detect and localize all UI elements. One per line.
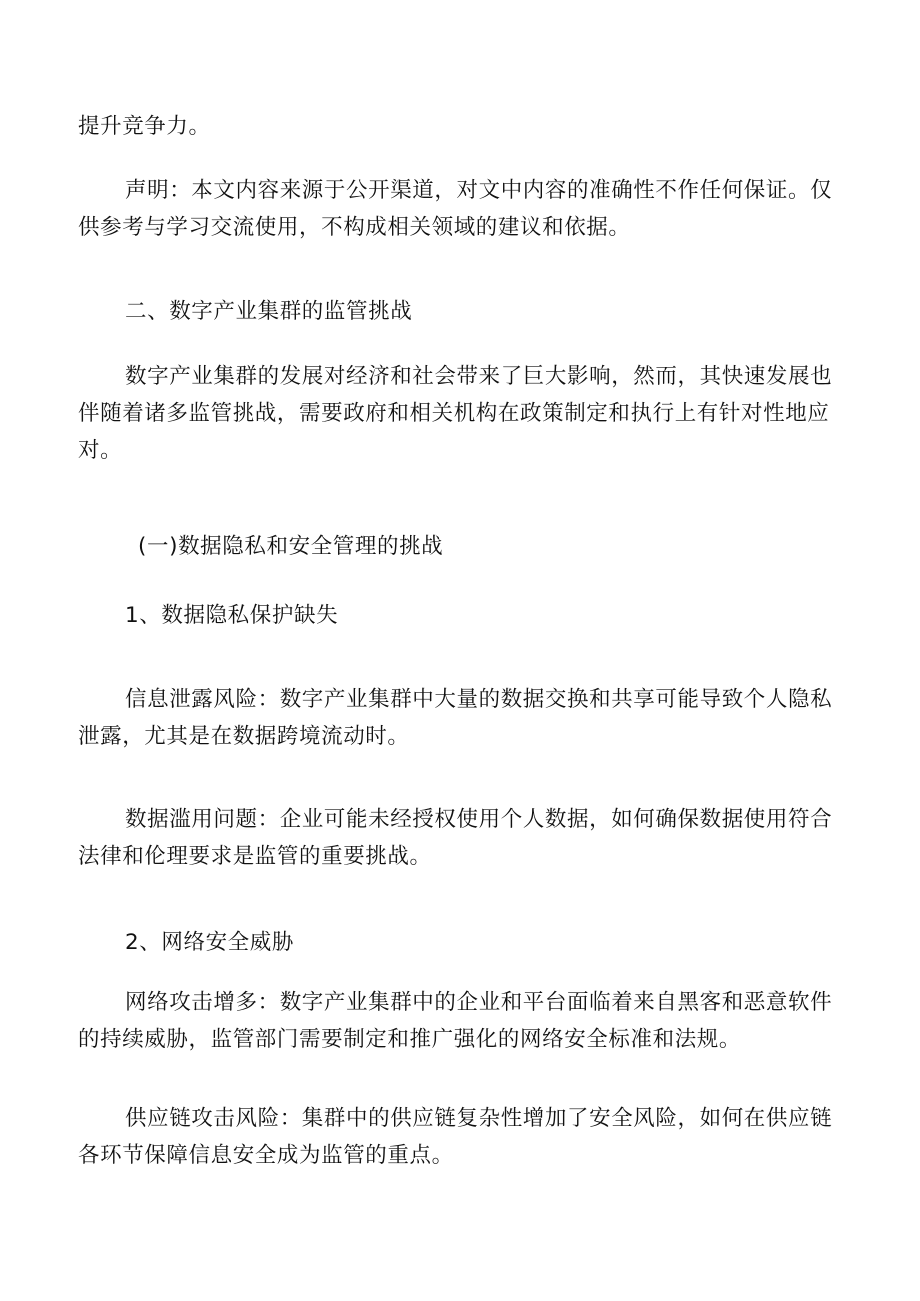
paragraph-continuation: 提升竞争力。 (78, 114, 211, 139)
item-heading-2: 2、网络安全威胁 (125, 930, 294, 955)
paragraph-cyber-attack: 网络攻击增多：数字产业集群中的企业和平台面临着来自黑客和恶意软件的持续威胁，监管部门需要制定和推广强化的网络安全标准和法规。 (78, 990, 833, 1052)
subsection-heading: (一)数据隐私和安全管理的挑战 (138, 534, 444, 559)
paragraph-supply-chain: 供应链攻击风险：集群中的供应链复杂性增加了安全风险，如何在供应链各环节保障信息安全成为监管的重点。 (78, 1106, 833, 1168)
paragraph-data-abuse: 数据滥用问题：企业可能未经授权使用个人数据，如何确保数据使用符合法律和伦理要求是监管的重要挑战。 (78, 807, 833, 869)
paragraph-info-leak: 信息泄露风险：数字产业集群中大量的数据交换和共享可能导致个人隐私泄露，尤其是在数据跨境流动时。 (78, 687, 833, 749)
item-heading-1: 1、数据隐私保护缺失 (125, 603, 339, 628)
paragraph-disclaimer: 声明：本文内容来源于公开渠道，对文中内容的准确性不作任何保证。仅供参考与学习交流使用，不构成相关领域的建议和依据。 (78, 178, 833, 240)
paragraph-intro: 数字产业集群的发展对经济和社会带来了巨大影响，然而，其快速发展也伴随着诸多监管挑战，需要政府和相关机构在政策制定和执行上有针对性地应对。 (78, 364, 833, 463)
section-heading: 二、数字产业集群的监管挑战 (125, 299, 413, 324)
